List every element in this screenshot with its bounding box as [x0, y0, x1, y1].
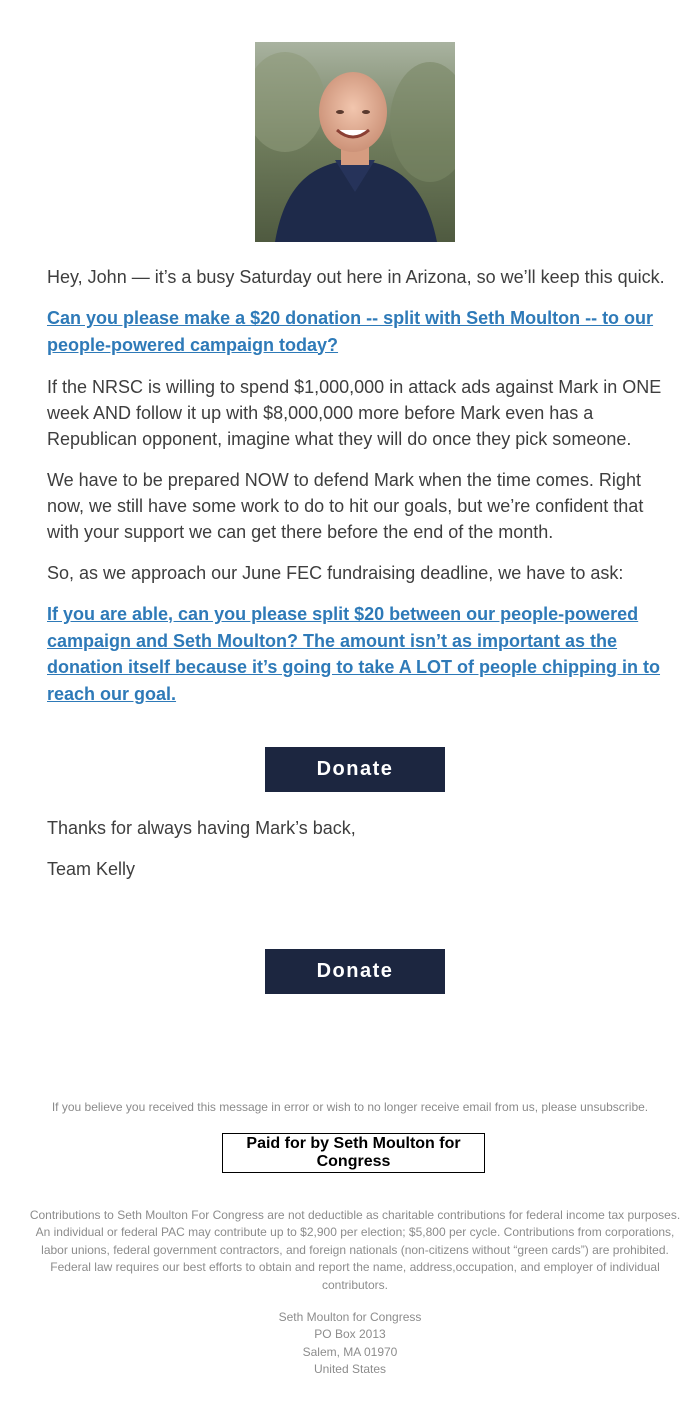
donate-button-secondary[interactable]: Donate	[265, 949, 445, 994]
address-country: United States	[313, 1362, 387, 1377]
address-org: Seth Moulton for Congress	[278, 1310, 422, 1324]
signature-text: Team Kelly	[47, 859, 136, 879]
secondary-donation-link[interactable]: If you are able, can you please split $20 between our people-powered campaign and Seth Moulton? The amount isn’t as important as the donation itself because it’s going to take A LOT of people chipping in to reach our goal.	[47, 604, 661, 704]
greeting-text: Hey, John — it’s a busy Saturday out here in Arizona, so we’ll keep this quick.	[47, 267, 665, 287]
candidate-photo	[255, 42, 455, 242]
thanks-text: Thanks for always having Mark’s back,	[47, 818, 356, 838]
mailing-address	[0, 1309, 700, 1379]
unsubscribe-note[interactable]: If you believe you received this message in error or wish to no longer receive email from us, please unsubscribe.	[51, 1100, 649, 1114]
donate-button-primary[interactable]: Donate	[265, 747, 445, 792]
contribution-legal-text: Contributions to Seth Moulton For Congress are not deductible as charitable contributions for federal income tax purposes. An individual or federal PAC may contribute up to $2,900 per election; $5,800 per cycle. Contributions from corporations, labor unions, federal government contractors, and foreign nationals (non-citizens without “green cards”) are prohibited. Federal law requires our best efforts to obtain and report the name, address,occupation, and employer of individual contributors.	[29, 1208, 681, 1292]
deadline-paragraph: So, as we approach our June FEC fundraising deadline, we have to ask:	[47, 563, 624, 583]
primary-donation-link[interactable]: Can you please make a $20 donation -- split with Seth Moulton -- to our people-powered campaign today?	[47, 308, 654, 355]
address-line1: PO Box 2013	[314, 1327, 386, 1342]
address-line2: Salem, MA 01970	[302, 1344, 398, 1359]
prepared-paragraph: We have to be prepared NOW to defend Mark when the time comes. Right now, we still have some work to do to hit our goals, but we’re confident that with your support we can get there before the end of the month.	[47, 470, 644, 542]
paid-for-disclaimer: Paid for by Seth Moulton for Congress	[222, 1133, 485, 1173]
portrait-image	[255, 42, 455, 242]
email-body	[47, 264, 667, 707]
nrsc-paragraph: If the NRSC is willing to spend $1,000,000 in attack ads against Mark in ONE week AND follow it up with $8,000,000 more before Mark even has a Republican opponent, imagine what they will do once they pick someone.	[47, 377, 662, 449]
